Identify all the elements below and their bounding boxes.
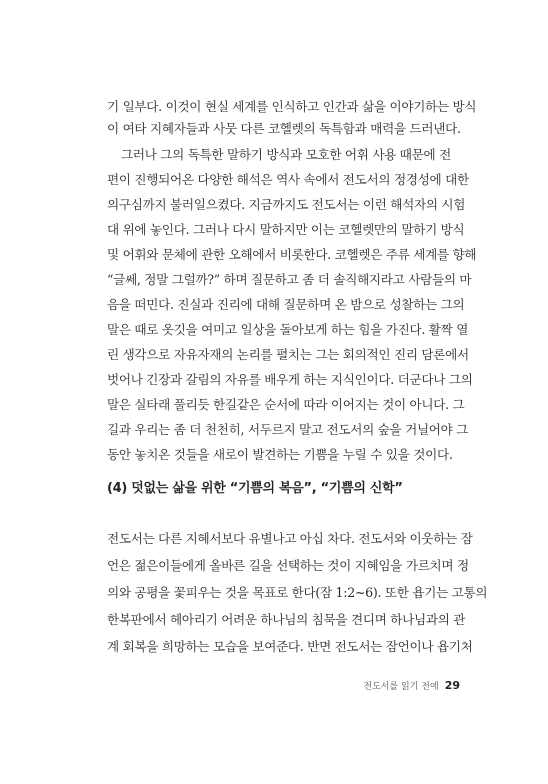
text-line: 계 회복을 희망하는 모습을 보여준다. 반면 전도서는 잠언이나 욥기처	[107, 639, 473, 654]
text-line: 전도서는 다른 지혜서보다 유별나고 아십 차다. 전도서와 이웃하는 잠	[107, 531, 473, 546]
text-line: 언은 젊은이들에게 올바른 길을 선택하는 것이 지혜임을 가르치며 정	[107, 558, 469, 573]
text-line: 의구심까지 불러일으켰다. 지금까지도 전도서는 이런 해석자의 시험	[107, 197, 466, 212]
text-line: 그러나 그의 독특한 말하기 방식과 모호한 어휘 사용 때문에 전	[121, 147, 451, 162]
section-heading: (4) 덧없는 삶을 위한 “기쁨의 복음”, “기쁨의 신학”	[107, 481, 403, 496]
text-line: 한복판에서 헤아리기 어려운 하나님의 침묵을 견디며 하나님과의 관	[107, 612, 466, 627]
text-line: 및 어휘와 문체에 관한 오해에서 비롯한다. 코헬렛은 주류 세계를 향해	[107, 247, 477, 262]
text-line: “글쎄, 정말 그럴까?” 하며 질문하고 좀 더 솔직해지라고 사람들의 마	[107, 272, 472, 287]
text-line: 말은 실타래 풀리듯 한길같은 순서에 따라 이어지는 것이 아니다. 그	[107, 397, 465, 412]
text-line: 린 생각으로 자유자재의 논리를 펼치는 그는 회의적인 진리 담론에서	[107, 347, 469, 362]
text-line: 음을 떠민다. 진실과 진리에 대해 질문하며 온 밤으로 성찰하는 그의	[107, 297, 465, 312]
running-title: 전도서를 읽기 전에	[363, 682, 439, 692]
text-line: 기 일부다. 이것이 현실 세계를 인식하고 인간과 삶을 이야기하는 방식	[107, 99, 477, 114]
text-line: 의와 공평을 꽃피우는 것을 목표로 한다(잠 1:2~6). 또한 욥기는 고통의	[107, 585, 488, 600]
page-footer	[363, 678, 460, 695]
text-line: 벗어나 긴장과 갈림의 자유를 배우게 하는 지식인이다. 더군다나 그의	[107, 372, 473, 387]
text-line: 말은 때로 옷깃을 여미고 일상을 돌아보게 하는 힘을 가진다. 활짝 열	[107, 322, 469, 337]
text-line: 이 여타 지혜자들과 사뭇 다른 코헬렛의 독특함과 매력을 드러낸다.	[107, 121, 461, 136]
text-line: 동안 놓치온 것들을 새로이 발견하는 기쁨을 누릴 수 있을 것이다.	[107, 447, 453, 462]
text-line: 편이 진행되어온 다양한 해석은 역사 속에서 전도서의 정경성에 대한	[107, 172, 469, 187]
text-line: 대 위에 놓인다. 그러나 다시 말하지만 이는 코헬렛만의 말하기 방식	[107, 222, 465, 237]
text-line: 길과 우리는 좀 더 천천히, 서두르지 말고 전도서의 숲을 거닐어야 그	[107, 422, 469, 437]
page-number: 29	[444, 679, 460, 692]
